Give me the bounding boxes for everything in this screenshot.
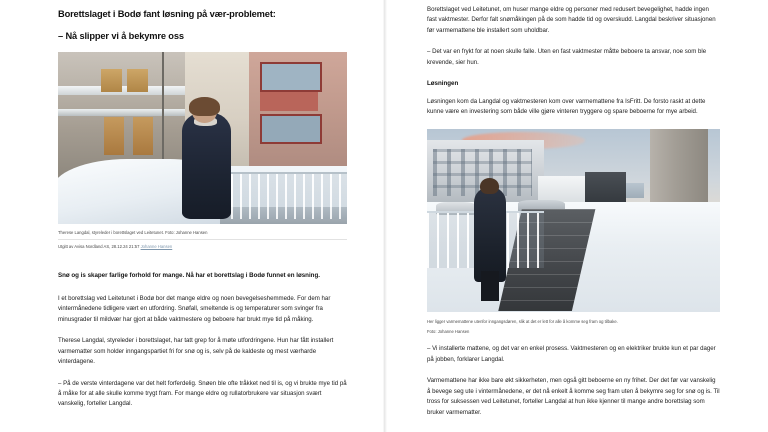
photo-door-lower-left (104, 117, 124, 155)
byline-author-link[interactable]: Johanne Hansen (140, 244, 173, 250)
page-right (387, 0, 768, 432)
photo-credit-secondary: Foto: Johanne Hansen (427, 328, 470, 334)
paragraph: – På de verste vinterdagene var det helt forferdelig. Snøen ble ofte tråkket ned til is, og vi brukte mye tid på å måke for at alle skulle komme trygt fram. For mange eldre og rullatorbrukere var situasjon svært vanskelig, forteller Langdal. (58, 379, 347, 408)
photo-window-lower (260, 114, 322, 144)
paragraph: – Det var en frykt for at noen skulle falle. Uten en fast vaktmester måtte beboere ta ansvar, noe som ble krevende, sier hun. (427, 48, 707, 66)
page-title: Borettslaget i Bodø fant løsning på vær-problemet: (58, 9, 276, 19)
photo-balcony-lower (58, 109, 197, 116)
photo-door-upper-left (101, 69, 121, 91)
photo-person-coat (474, 187, 506, 282)
photo-door-upper-right (127, 69, 147, 91)
photo-dark-house (585, 172, 626, 205)
byline-publisher: Utgitt av Avisa Nordland AS, 28.12.24 21:57 (58, 244, 140, 250)
photo-person-coat (182, 112, 231, 219)
page-left (0, 0, 383, 432)
article-photo-primary (58, 52, 347, 224)
photo-person-hair (189, 97, 219, 116)
photo-caption-primary: Therese Langdal, styreleder i borettslaget ved Leitetunet. Foto: Johanne Hansen (58, 230, 208, 236)
paragraph: Varmemattene har ikke bare økt sikkerheten, men også gitt beboerne en ny frihet. Der det før var vanskelig å bevege seg ute i vintermånedene, er det nå enkelt å komme seg fram uten å bekymre seg for snø og is. Til tross for suksessen ved Leitetunet, forteller Langdal at hun ikke kjenner til mange andre borettslag som bruker varmematter. (427, 377, 720, 416)
paragraph: Therese Langdal, styreleder i borettslaget, har tatt grep for å møte utfordringene. Hun har fått installert varmematter som holder inngangspartiet fri for snø og is, selv på de kaldeste og mest værharde vinterdagene. (58, 337, 334, 366)
article-lead: Snø og is skaper farlige forhold for mange. Nå har et borettslag i Bodø funnet en løsning. (58, 271, 320, 279)
paragraph: Borettslaget ved Leitetunet, om huser mange eldre og personer med redusert bevegelighet, hadde ingen fast vaktmester. Derfor falt snømåkingen på de som hadde tid og overskudd. Langdal beskriver situasjonen før varmemattene ble installert som uholdbar. (427, 6, 716, 34)
paragraph: – Vi installerte mattene, og det var en enkel prosess. Vaktmesteren og en elektriker brukte kun et par dager på jobben, forklarer Langdal. (427, 345, 716, 363)
photo-window-upper (260, 62, 322, 92)
photo-person-head (480, 178, 499, 194)
paragraph: I et borettslag ved Leitetunet i Bodø bor det mange eldre og noen bevegelseshemmede. For dem har vintermånedene tidligere vært en utfordring. Snøfall, smeltende is og temperaturer som svinger fra minusgrader til mildvær har gjort at både vaktmestere og beboere har brukt mye tid på måking. (58, 294, 331, 323)
photo-door-lower-right (133, 117, 153, 155)
photo-person-legs (481, 271, 499, 300)
photo-red-panel (260, 92, 318, 111)
section-heading: Løsningen (427, 80, 459, 88)
article-photo-secondary (427, 129, 720, 312)
byline (58, 244, 347, 250)
photo-drainpipe (162, 52, 164, 162)
caption-divider (58, 239, 347, 240)
paragraph: Løsningen kom da Langdal og vaktmesteren kom over varmemattene fra IsFritt. De forsto raskt at dette kunne være en investering som både ville gjøre vinteren tryggere og spare beboerne for mye arbeid. (427, 97, 706, 116)
photo-railing (231, 172, 347, 219)
photo-caption-secondary: Her ligger varmemattene utenfor inngangsdøren, slik at det er lett for alle å komme seg fram og tilbake. (427, 318, 618, 324)
article-subheadline: – Nå slipper vi å bekymre oss (58, 30, 184, 41)
